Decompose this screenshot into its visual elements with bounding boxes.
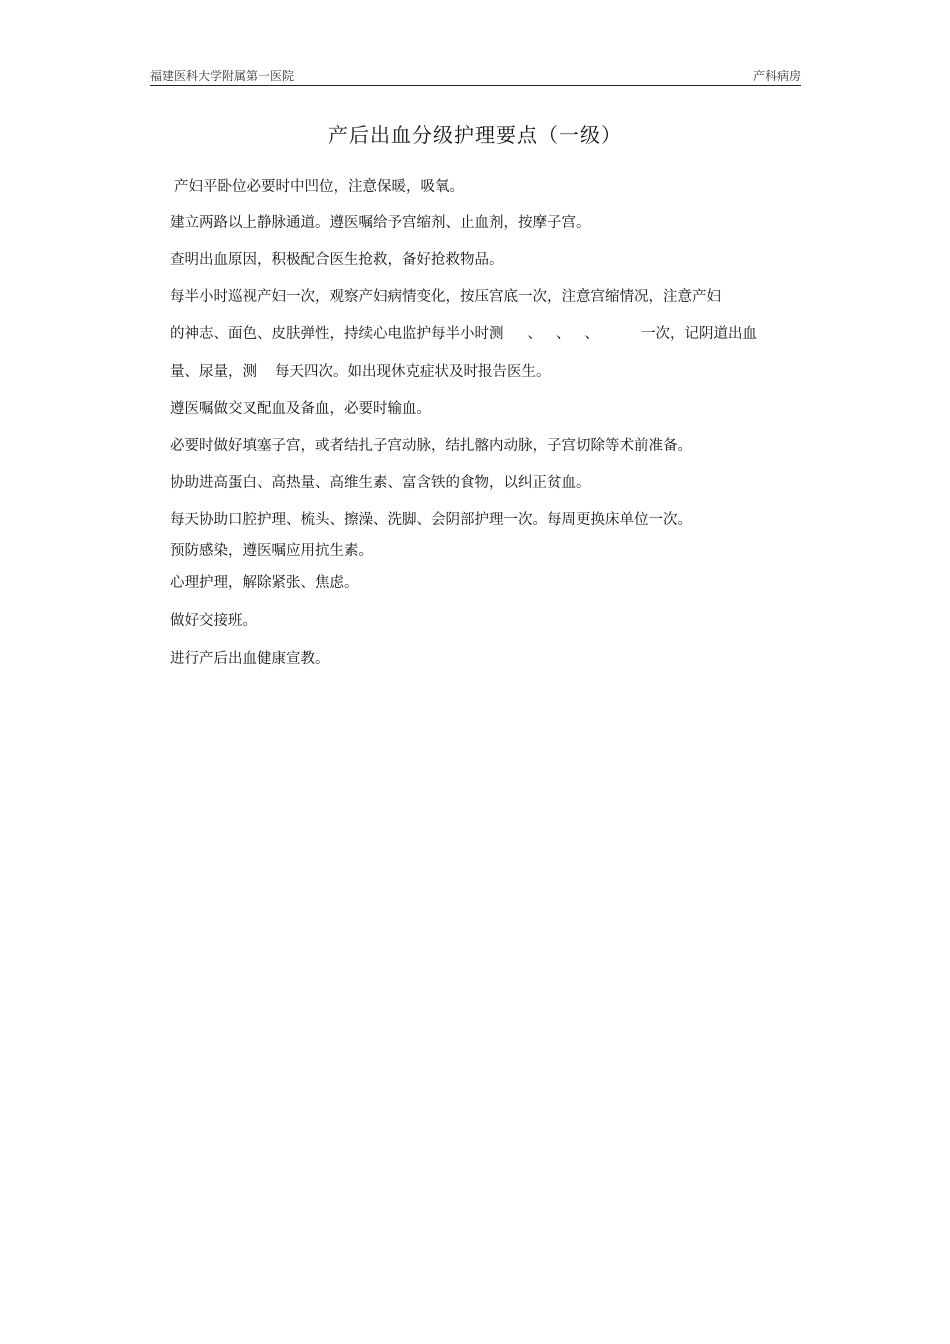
care-point-8: 每天协助口腔护理、梳头、擦澡、洗脚、会阴部护理一次。每周更换床单位一次。	[170, 512, 692, 528]
hospital-name: 福建医科大学附属第一医院	[150, 69, 295, 83]
care-point-4-line-3	[170, 363, 551, 381]
care-point-1: 产妇平卧位必要时中凹位，注意保暖，吸氧。	[174, 179, 464, 195]
care-point-11: 做好交接班。	[170, 613, 257, 629]
care-point-10: 心理护理，解除紧张、焦虑。	[170, 575, 359, 591]
blank-separator-2: 、	[556, 326, 571, 342]
care-point-2: 建立两路以上静脉通道。遵医嘱给予宫缩剂、止血剂，按摩子宫。	[170, 215, 591, 231]
care-point-4-text-e: 一次，记阴道出血	[641, 326, 757, 342]
care-point-5: 遵医嘱做交叉配血及备血，必要时输血。	[170, 401, 431, 417]
blank-separator-3: 、	[584, 326, 599, 342]
care-point-9: 预防感染，遵医嘱应用抗生素。	[170, 543, 373, 559]
care-point-4-line-2	[170, 325, 757, 343]
department-name: 产科病房	[752, 69, 801, 83]
blank-separator-1: 、	[527, 326, 542, 342]
care-point-4-text-a: 的神志、面色、皮肤弹性，持续心电监护每半小时测	[170, 326, 504, 342]
care-point-6: 必要时做好填塞子宫，或者结扎子宫动脉，结扎髂内动脉，子宫切除等术前准备。	[170, 438, 692, 454]
care-point-7: 协助进高蛋白、高热量、高维生素、富含铁的食物，以纠正贫血。	[170, 475, 591, 491]
care-point-12: 进行产后出血健康宣教。	[170, 651, 330, 667]
document-title: 产后出血分级护理要点（一级）	[328, 123, 622, 147]
page-header	[150, 69, 801, 86]
care-point-3: 查明出血原因，积极配合医生抢救，备好抢救物品。	[170, 252, 504, 268]
care-point-4-text-f: 量、尿量，测	[170, 364, 257, 380]
care-point-4-text-g: 每天四次。如出现休克症状及时报告医生。	[275, 364, 551, 380]
care-point-4-line-1: 每半小时巡视产妇一次，观察产妇病情变化，按压宫底一次，注意宫缩情况，注意产妇	[170, 289, 721, 305]
